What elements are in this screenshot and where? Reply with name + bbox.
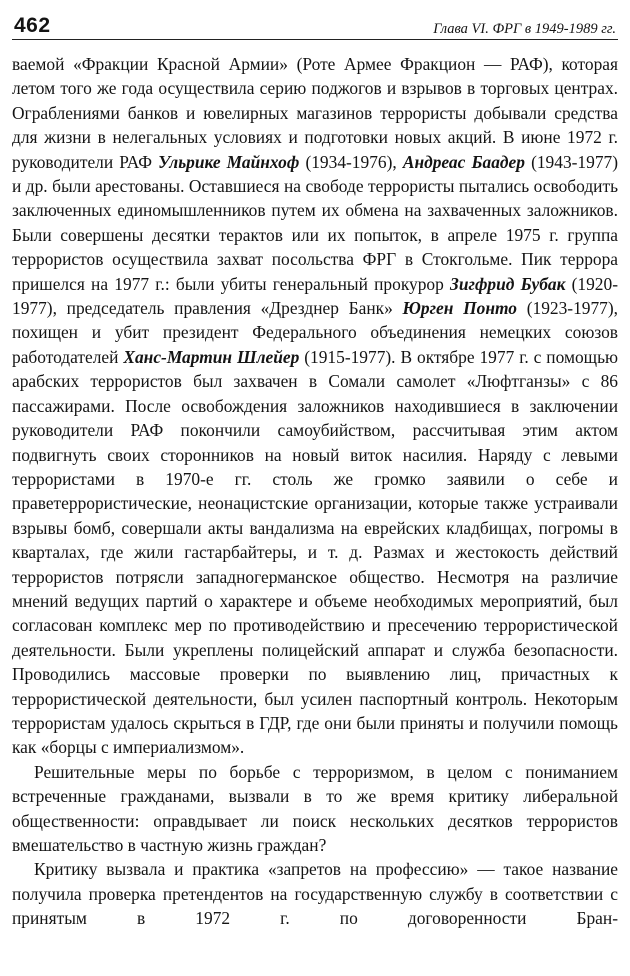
person-name: Ульрике Майнхоф (158, 151, 300, 172)
person-name: Ханс-Мартин Шлейер (123, 346, 300, 367)
paragraph-3: Критику вызвала и практика «запретов на профессию» — такое название получила проверка претендентов на государственную службу в соответствии с принятым в 1972 г. по договоренности Бран- (12, 859, 618, 929)
paragraph-1-text-2: (1934-1976), (299, 151, 403, 172)
running-title: Глава VI. ФРГ в 1949-1989 гг. (433, 20, 616, 37)
paragraph-1-text-6: (1915-1977). В октябре 1977 г. с помощью арабских террористов был захвачен в Сомали самолет «Люфтганзы» с 86 пассажирами. После освобождения заложников находившиеся в заключении руководители РАФ покончили самоубийством, рассчитывая этим актом подвигнуть своих сторонников на новый виток насилия. Наряду с левыми террористами в 1970-е гг. столь же громко заявили о себе и праветеррористические, неонацистские организации, которые также устраивали взрывы бомб, совершали акты вандализма на еврейских кладбищах, погромы в кварталах, где жили гастарбайтеры, и т. д. Размах и жестокость действий террористов потрясли западногерманское общество. Несмотря на различие мнений ведущих партий о характере и объеме необходимых мероприятий, был согласован комплекс мер по противодействию и пресечению террористической деятельности. Были укреплены полицейский аппарат и служба безопасности. Проводились массовые проверки по выявлению лиц, причастных к террористической деятельности, был усилен паспортный контроль. Некоторым террористам удалось скрыться в ГДР, где они были приняты и получили помощь как «борцы с империализмом». (12, 346, 618, 758)
paragraph-1-text-5: (1923-1977), похищен и убит президент Федерального объединения немецких союзов работодателей (12, 298, 618, 367)
page-header (12, 10, 618, 40)
person-name: Юрген Понто (402, 298, 517, 319)
paragraph-1-text-3: (1943-1977) и др. были арестованы. Оставшиеся на свободе террористы пытались освободить заключенных единомышленников путем их обмена на захваченных заложников. Были совершены десятки терактов или их попыток, в апреле 1975 г. группа террористов осуществила захват посольства ФРГ в Стокгольме. Пик террора пришелся на 1977 г.: были убиты генеральный прокурор (12, 151, 619, 294)
paragraph-1 (12, 52, 618, 760)
page-number: 462 (14, 14, 51, 37)
paragraph-2: Решительные меры по борьбе с терроризмом, в целом с пониманием встреченные гражданами, вызвали в то же время критику либеральной общественности: оправдывает ли поиск нескольких десятков террористов вмешательство в частную жизнь граждан? (12, 761, 618, 855)
paragraph-1-text-4: (1920-1977), председатель правления «Дрезднер Банк» (12, 273, 618, 319)
person-name: Андреас Баадер (402, 151, 525, 172)
page-body (12, 52, 618, 931)
person-name: Зигфрид Бубак (450, 273, 566, 294)
paragraph-1-text-1: ваемой «Фракции Красной Армии» (Роте Армее Фракцион — РАФ), которая летом того же года осуществила серию поджогов и взрывов в торговых центрах. Ограблениями банков и ювелирных магазинов террористы добывали средства для жизни в нелегальных условиях и подготовки новых акций. В июне 1972 г. руководители РАФ (12, 54, 618, 172)
